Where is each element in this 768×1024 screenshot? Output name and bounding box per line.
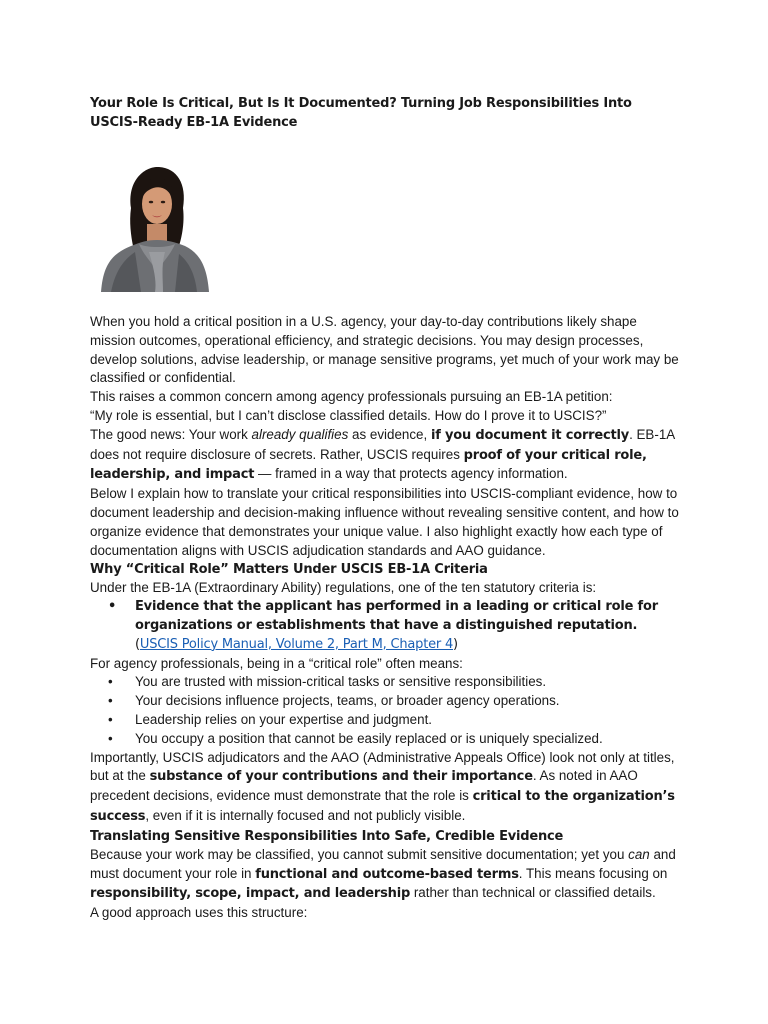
criteria-list (90, 598, 680, 654)
paren-close: ) (453, 636, 458, 652)
paragraph-good-news (90, 426, 680, 485)
bold-text: if you document it correctly (430, 427, 630, 443)
paren-open: ( (135, 636, 140, 652)
list-item: • Leadership relies on your expertise and judgment. (135, 711, 680, 730)
bold-text: responsibility, scope, impact, and leadership (90, 886, 411, 902)
text-run: and must document your role in (90, 846, 676, 881)
list-item: • Your decisions influence projects, teams, or broader agency operations. (135, 692, 680, 711)
article (90, 94, 680, 923)
emphasis: already qualifies (251, 426, 349, 442)
paragraph-structure: A good approach uses this structure: (90, 905, 308, 921)
text-run: The good news: Your work (90, 426, 252, 442)
bold-text: substance of your contributions and their importance (149, 769, 533, 785)
paragraph-critical-meaning: For agency professionals, being in a “critical role” often means: (90, 655, 463, 671)
paragraph-classified (90, 846, 680, 904)
section-heading-critical-role: Why “Critical Role” Matters Under USCIS EB-1A Criteria (90, 562, 488, 578)
article-title: Your Role Is Critical, But Is It Documented? Turning Job Responsibilities Into USCIS-Ready EB-1A Evidence (90, 96, 632, 130)
article-body (90, 313, 680, 923)
text-run: , even if it is internally focused and not publicly visible. (145, 807, 466, 823)
text-run: . As noted in AAO precedent decisions, evidence must demonstrate that the role is (90, 768, 638, 804)
author-portrait-image (97, 162, 211, 292)
emphasis: can (628, 846, 650, 862)
list-item (135, 598, 680, 654)
paragraph-concern: This raises a common concern among agency professionals pursuing an EB-1A petition: (90, 389, 613, 405)
author-photo (97, 162, 211, 292)
text-run: . EB-1A does not require disclosure of secrets. Rather, USCIS requires (90, 426, 675, 462)
bold-text: critical to the organization’s success (90, 789, 675, 824)
paragraph-criteria: Under the EB-1A (Extraordinary Ability) regulations, one of the ten statutory criteria is: (90, 580, 597, 596)
list-item: • You occupy a position that cannot be easily replaced or is uniquely specialized. (135, 730, 680, 749)
paragraph-quote: “My role is essential, but I can’t disclose classified details. How do I prove it to USCIS?” (90, 407, 607, 423)
section-heading-translating: Translating Sensitive Responsibilities Into Safe, Credible Evidence (90, 828, 564, 844)
paragraph-overview: Below I explain how to translate your critical responsibilities into USCIS-compliant evidence, how to document leadership and decision-making influence without revealing sensitive content, and how to organize evidence that demonstrates your unique value. I also highlight exactly how each type of documentation aligns with USCIS adjudication standards and AAO guidance. (90, 486, 679, 558)
bold-text: proof of your critical role, leadership, and impact (90, 447, 647, 483)
text-run: . This means focusing on (518, 865, 668, 881)
bold-text: functional and outcome-based terms (255, 866, 519, 882)
critical-role-list (90, 673, 680, 748)
paragraph-aao (90, 749, 680, 827)
text-run: as evidence, (348, 426, 431, 442)
policy-manual-link[interactable]: USCIS Policy Manual, Volume 2, Part M, Chapter 4 (139, 636, 454, 652)
text-run: Importantly, USCIS adjudicators and the AAO (Administrative Appeals Office) look not only at titles, but at the (90, 749, 675, 784)
text-run: — framed in a way that protects agency information. (254, 466, 568, 482)
text-run: Because your work may be classified, you cannot submit sensitive documentation; yet you (90, 846, 629, 862)
paragraph-intro: When you hold a critical position in a U.S. agency, your day-to-day contributions likely shape mission outcomes, operational efficiency, and strategic decisions. You may design processes, develop solutions, advise leadership, or manage sensitive programs, yet much of your work may be classified or confidential. (90, 314, 679, 386)
list-item: • You are trusted with mission-critical tasks or sensitive responsibilities. (135, 673, 680, 692)
text-run: rather than technical or classified details. (410, 885, 656, 901)
criterion-text: Evidence that the applicant has performed in a leading or critical role for organizations or establishments that have a distinguished reputation. (135, 599, 658, 633)
